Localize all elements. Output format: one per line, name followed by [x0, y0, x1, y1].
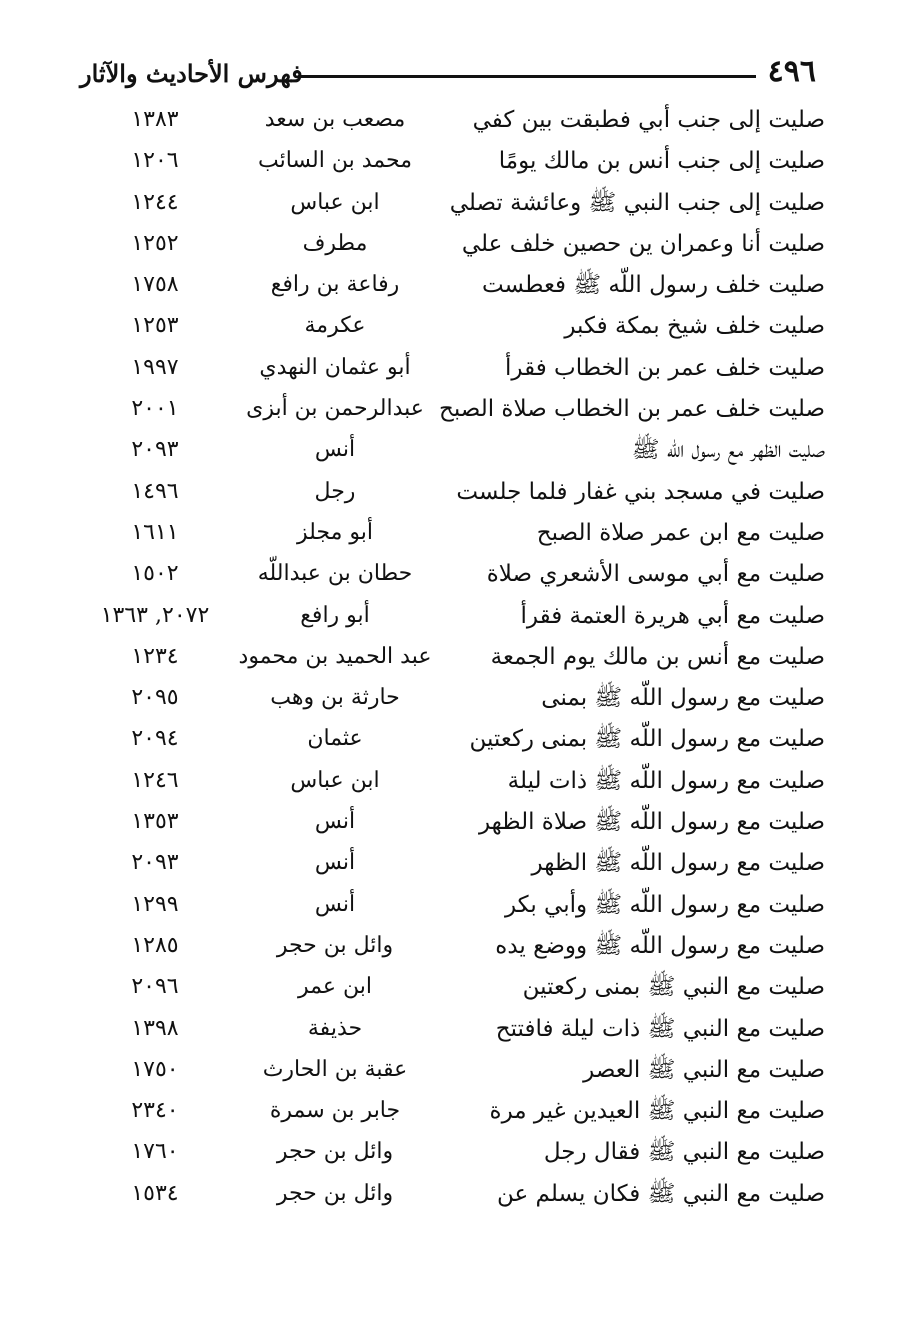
reference-number: ١٢٥٣ [131, 313, 179, 339]
narrator-name: أنس [314, 891, 356, 917]
hadith-text: صليت مع أبي هريرة العتمة فقرأ [520, 602, 825, 629]
reference-number: ١٢٠٦ [131, 148, 179, 174]
index-entry [80, 1009, 825, 1050]
index-entry [80, 183, 825, 224]
reference-number: ٢٠٩٣ [131, 850, 179, 876]
reference-number: ١٥٠٢ [131, 561, 179, 587]
hadith-text: صليت مع النبي ﷺ فقال رجل [543, 1139, 825, 1166]
page-header [80, 52, 816, 96]
index-entry [80, 224, 825, 265]
narrator-name: أنس [314, 850, 356, 876]
reference-number: ٢٠٠١ [131, 396, 179, 422]
index-entry [80, 637, 825, 678]
reference-number: ٢٣٤٠ [131, 1098, 179, 1124]
index-entry [80, 596, 825, 637]
narrator-name: ابن عباس [290, 767, 380, 793]
hadith-text: صليت أنا وعمران ين حصين خلف علي [461, 230, 825, 257]
narrator-name: رفاعة بن رافع [270, 272, 400, 298]
narrator-name: حذيفة [307, 1015, 363, 1041]
hadith-text: صليت مع رسول اللّه ﷺ بمنى ركعتين [469, 726, 825, 753]
index-entry [80, 1174, 825, 1215]
index-entry [80, 885, 825, 926]
narrator-name: عبدالرحمن بن أبزى [246, 396, 424, 422]
hadith-text: صليت مع النبي ﷺ فكان يسلم عن [497, 1180, 825, 1207]
narrator-name: محمد بن السائب [258, 148, 412, 174]
narrator-name: عبد الحميد بن محمود [238, 643, 432, 669]
narrator-name: وائل بن حجر [276, 1180, 394, 1206]
narrator-name: أنس [314, 809, 356, 835]
reference-number: ٢٠٩٣ [131, 437, 179, 463]
hadith-text: صليت مع رسول اللّه ﷺ الظهر [531, 850, 825, 877]
hadith-text: صليت مع ابن عمر صلاة الصبح [536, 519, 825, 546]
hadith-text: صليت خلف رسول اللّه ﷺ فعطست [481, 272, 825, 299]
index-entry [80, 430, 825, 471]
index-entry [80, 141, 825, 182]
hadith-text: صليت الظهر مع رسول اللّه ﷺ [631, 437, 825, 464]
hadith-text: صليت مع رسول اللّه ﷺ بمنى [541, 685, 825, 712]
index-entry [80, 100, 825, 141]
index-entry [80, 389, 825, 430]
index-entry [80, 761, 825, 802]
index-entry [80, 1050, 825, 1091]
narrator-name: وائل بن حجر [276, 932, 394, 958]
hadith-text: صليت إلى جنب أنس بن مالك يومًا [498, 148, 825, 175]
hadith-text: صليت إلى جنب أبي فطبقت بين كفي [472, 107, 825, 133]
index-entry [80, 1091, 825, 1132]
hadith-text: صليت مع رسول اللّه ﷺ ووضع يده [495, 932, 825, 959]
reference-number: ٢٠٩٦ [131, 974, 179, 1000]
reference-number: ٢٠٧٢, ١٣٦٣ [100, 602, 210, 628]
hadith-text: صليت خلف عمر بن الخطاب صلاة الصبح [438, 396, 825, 423]
narrator-name: رجل [314, 478, 356, 504]
index-entry [80, 306, 825, 347]
hadith-text: صليت خلف شيخ بمكة فكبر [564, 313, 825, 340]
reference-number: ١٢٨٥ [131, 932, 179, 958]
header-rule [300, 75, 756, 78]
hadith-text: صليت مع النبي ﷺ ذات ليلة فافتتح [495, 1015, 825, 1042]
index-entry [80, 843, 825, 884]
reference-number: ١٢٥٢ [131, 230, 179, 256]
reference-number: ٢٠٩٤ [131, 726, 179, 752]
narrator-name: أبو مجلز [296, 519, 373, 545]
index-entry [80, 926, 825, 967]
index-entry [80, 554, 825, 595]
page-number: ٤٩٦ [767, 54, 816, 89]
index-entry [80, 967, 825, 1008]
narrator-name: مصعب بن سعد [264, 107, 406, 132]
hadith-text: صليت مع رسول اللّه ﷺ صلاة الظهر [478, 809, 825, 836]
reference-number: ١٢٤٦ [131, 767, 179, 793]
running-title: فهرس الأحاديث والآثار [80, 59, 303, 88]
hadith-text: صليت مع أبي موسى الأشعري صلاة [486, 561, 825, 588]
index-entry [80, 472, 825, 513]
narrator-name: حارثة بن وهب [270, 685, 400, 711]
reference-number: ١٣٨٣ [131, 107, 179, 132]
narrator-name: عثمان [307, 726, 363, 752]
reference-number: ١٦١١ [131, 519, 179, 545]
hadith-text: صليت خلف عمر بن الخطاب فقرأ [505, 354, 825, 381]
narrator-name: عكرمة [304, 313, 366, 339]
narrator-name: أنس [314, 437, 356, 463]
hadith-text: صليت مع رسول اللّه ﷺ وأبي بكر [504, 891, 825, 918]
index-entry [80, 1132, 825, 1173]
narrator-name: مطرف [302, 230, 368, 256]
index-entry [80, 265, 825, 306]
narrator-name: عقبة بن الحارث [262, 1056, 408, 1082]
index-entry [80, 678, 825, 719]
narrator-name: أبو عثمان النهدي [259, 354, 411, 380]
hadith-index-list [80, 100, 825, 1215]
reference-number: ١٩٩٧ [131, 354, 179, 380]
narrator-name: وائل بن حجر [276, 1139, 394, 1165]
narrator-name: ابن عباس [290, 189, 380, 215]
narrator-name: حطان بن عبداللّه [257, 561, 413, 587]
reference-number: ١٢٩٩ [131, 891, 179, 917]
reference-number: ١٧٥٨ [131, 272, 179, 298]
reference-number: ١٧٦٠ [131, 1139, 179, 1165]
hadith-text: صليت مع النبي ﷺ العيدين غير مرة [489, 1098, 825, 1125]
narrator-name: أبو رافع [300, 602, 370, 628]
index-entry [80, 348, 825, 389]
index-entry [80, 802, 825, 843]
reference-number: ١٧٥٠ [131, 1056, 179, 1082]
hadith-text: صليت إلى جنب النبي ﷺ وعائشة تصلي [449, 189, 825, 216]
hadith-text: صليت في مسجد بني غفار فلما جلست [456, 478, 825, 505]
index-entry [80, 513, 825, 554]
reference-number: ١٢٣٤ [131, 643, 179, 669]
reference-number: ١٢٤٤ [131, 189, 179, 215]
hadith-text: صليت مع النبي ﷺ بمنى ركعتين [522, 974, 825, 1001]
hadith-text: صليت مع أنس بن مالك يوم الجمعة [490, 643, 825, 670]
narrator-name: ابن عمر [298, 974, 372, 1000]
index-entry [80, 719, 825, 760]
narrator-name: جابر بن سمرة [269, 1098, 401, 1124]
reference-number: ١٣٥٣ [131, 809, 179, 835]
reference-number: ١٤٩٦ [131, 478, 179, 504]
reference-number: ٢٠٩٥ [131, 685, 179, 711]
hadith-text: صليت مع رسول اللّه ﷺ ذات ليلة [507, 767, 825, 794]
reference-number: ١٣٩٨ [131, 1015, 179, 1041]
hadith-text: صليت مع النبي ﷺ العصر [583, 1056, 825, 1083]
reference-number: ١٥٣٤ [131, 1180, 179, 1206]
